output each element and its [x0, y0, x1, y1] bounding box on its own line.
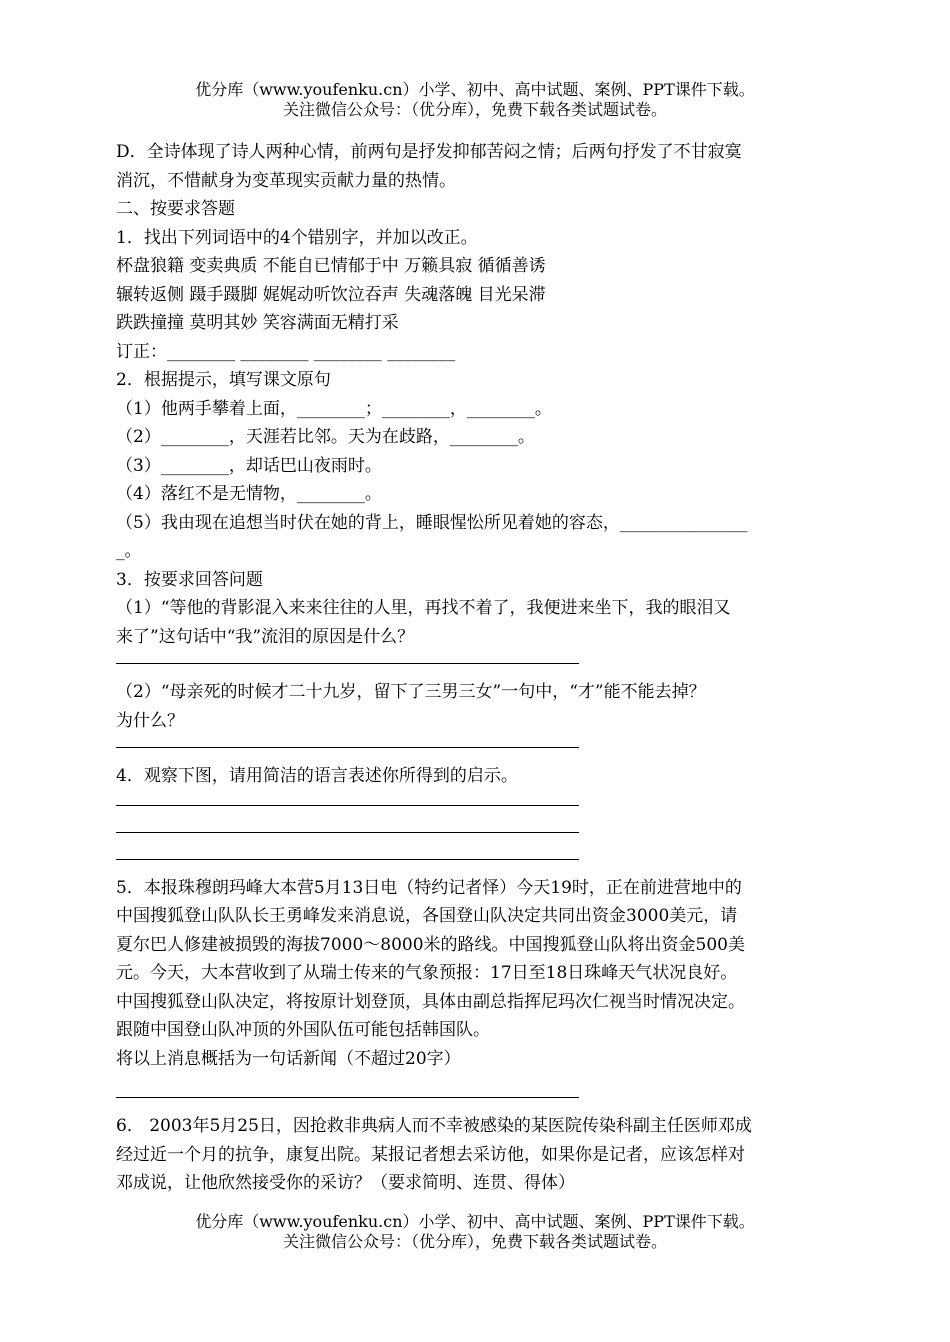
q2-title: 2．根据提示，填写课文原句: [116, 370, 331, 390]
answer-line-q4-2: [116, 832, 579, 833]
answer-line-q3-2: [116, 747, 579, 748]
q3-item-2-line-2: 为什么？: [116, 710, 184, 731]
option-d-line-1: D．全诗体现了诗人两种心情，前两句是抒发抑郁苦闷之情；后两句抒发了不甘寂寞: [116, 142, 742, 162]
footer-line-1: 优分库（www.youfenku.cn）小学、初中、高中试题、案例、PPT课件下载。: [195, 1212, 755, 1231]
q3-item-1-line-1: （1）“等他的背影混入来来往往的人里，再找不着了，我便进来坐下，我的眼泪又: [116, 598, 731, 618]
q6-line-1: 6． 2003年5月25日，因抢救非典病人而不幸被感染的某医院传染科副主任医师邓成: [116, 1116, 752, 1136]
answer-line-q4-3: [116, 859, 579, 860]
section-2-title: 二、按要求答题: [116, 199, 235, 219]
q3-item-2-line-1: （2）“母亲死的时候才二十九岁，留下了三男三女”一句中，“才”能不能去掉？: [116, 682, 706, 702]
page-footer: [0, 1212, 950, 1252]
q6-line-2: 经过近一个月的抗争，康复出院。某报记者想去采访他，如果你是记者，应该怎样对: [116, 1144, 745, 1165]
q2-item-1: （1）他两手攀着上面，________；________，________。: [116, 398, 552, 419]
answer-line-q3-1: [116, 663, 579, 664]
q3-title: 3．按要求回答问题: [116, 569, 263, 590]
q5-task: 将以上消息概括为一句话新闻（不超过20字）: [116, 1048, 461, 1069]
q6-line-3: 邓成说，让他欣然接受你的采访？（要求简明、连贯、得体）: [116, 1173, 575, 1193]
document-body: [116, 138, 840, 1198]
q5-line-4: 元。今天，大本营收到了从瑞士传来的气象预报：17日至18日珠峰天气状况良好。: [116, 963, 738, 983]
q1-words-3: 跌跌撞撞 莫明其妙 笑容满面无精打采: [116, 313, 399, 333]
q2-item-4: （4）落红不是无情物，________。: [116, 484, 382, 504]
q1-words-2: 辗转返侧 蹑手蹑脚 娓娓动听饮泣吞声 失魂落魄 目光呆滞: [116, 284, 546, 305]
footer-line-2: 关注微信公众号：（优分库），免费下载各类试题试卷。: [282, 1232, 667, 1251]
q3-item-1-line-2: 来了”这句话中“我”流泪的原因是什么？: [116, 626, 415, 647]
header-line-2: 关注微信公众号：（优分库），免费下载各类试题试卷。: [282, 100, 667, 119]
q4-answer-lines: [116, 805, 840, 860]
q5-line-3: 夏尔巴人修建被损毁的海拔7000～8000米的路线。中国搜狐登山队将出资金500美: [116, 934, 745, 955]
q5-line-6: 跟随中国登山队冲顶的外国队伍可能包括韩国队。: [116, 1020, 490, 1040]
answer-line-q5: [116, 1097, 579, 1098]
q4-title: 4．观察下图，请用简洁的语言表述你所得到的启示。: [116, 766, 518, 786]
header-line-1: 优分库（www.youfenku.cn）小学、初中、高中试题、案例、PPT课件下载。: [195, 80, 755, 99]
q2-item-3: （3）________，却话巴山夜雨时。: [116, 455, 382, 476]
option-d-line-2: 消沉，不惜献身为变革现实贡献力量的热情。: [116, 170, 456, 191]
q2-item-2: （2）________，天涯若比邻。天为在歧路，________。: [116, 427, 535, 447]
q1-title: 1．找出下列词语中的4个错别字，并加以改正。: [116, 227, 478, 248]
q1-words-1: 杯盘狼籍 变卖典质 不能自已情郁于中 万籁具寂 循循善诱: [116, 256, 546, 276]
q5-line-1: 5．本报珠穆朗玛峰大本营5月13日电（特约记者怿）今天19时，正在前进营地中的: [116, 877, 742, 898]
q2-item-5-line-1: （5）我由现在追想当时伏在她的背上，睡眼惺忪所见着她的容态，_______________: [116, 512, 748, 533]
q5-line-2: 中国搜狐登山队队长王勇峰发来消息说，各国登山队决定共同出资金3000美元，请: [116, 906, 738, 926]
q5-line-5: 中国搜狐登山队决定，将按原计划登顶，具体由副总指挥尼玛次仁视当时情况决定。: [116, 991, 745, 1012]
q2-item-5-line-2: _。: [116, 541, 142, 561]
page-header: [0, 80, 950, 120]
q1-fix-line: 订正：________ ________ ________ ________: [116, 341, 456, 362]
answer-line-q4-1: [116, 805, 579, 806]
